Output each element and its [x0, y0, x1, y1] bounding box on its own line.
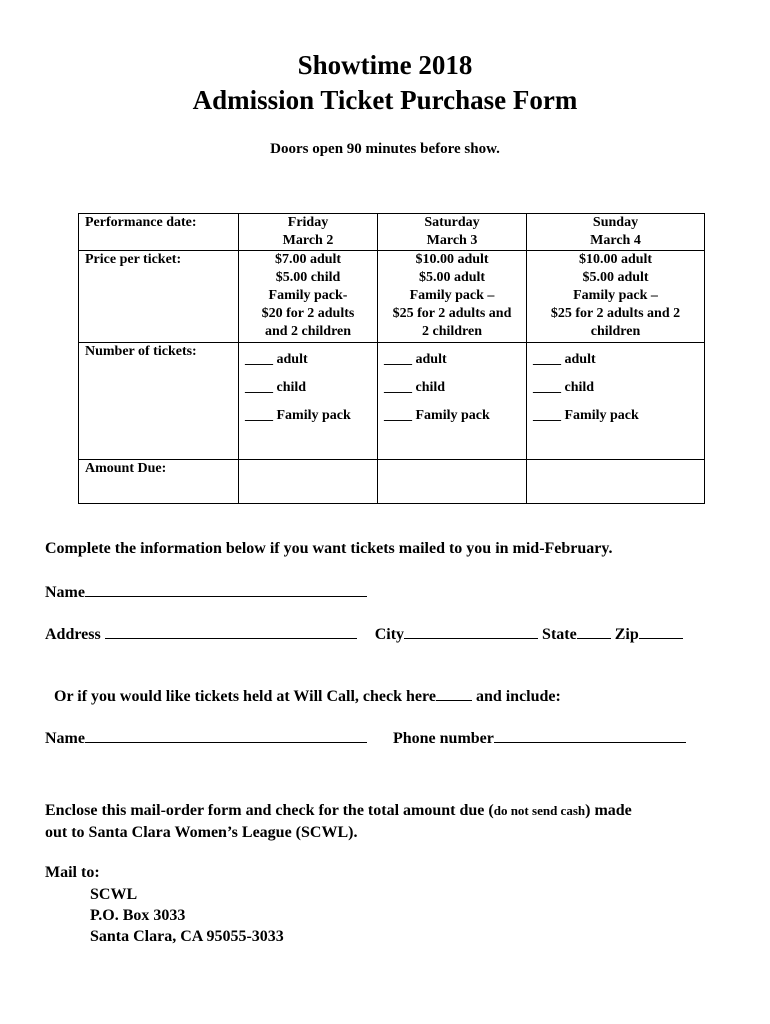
enclose-line-1 — [45, 802, 632, 820]
will-call-row — [54, 686, 561, 706]
family-pack-count-field[interactable]: ____ Family pack — [384, 408, 490, 423]
state-field[interactable] — [577, 624, 611, 639]
will-call-name-label: Name — [45, 730, 85, 747]
day-name: Sunday — [592, 215, 639, 230]
mail-to-line: Santa Clara, CA 95055-3033 — [90, 928, 284, 945]
price-line: children — [590, 324, 641, 339]
day-name: Friday — [287, 215, 329, 230]
state-label: State — [542, 626, 577, 643]
adult-count-field[interactable]: ____ adult — [245, 352, 308, 367]
price-line: $5.00 child — [275, 270, 341, 285]
amount-due-sunday[interactable] — [527, 460, 705, 504]
price-line: Family pack- — [268, 288, 348, 303]
will-call-contact-row — [45, 728, 686, 748]
child-count-field[interactable]: ____ child — [533, 380, 595, 395]
will-call-name-field[interactable] — [85, 728, 367, 743]
child-count-field[interactable]: ____ child — [245, 380, 307, 395]
label-performance-date: Performance date: — [79, 214, 239, 251]
label-price: Price per ticket: — [79, 251, 239, 343]
price-line: $7.00 adult — [274, 252, 342, 267]
mail-to-line: P.O. Box 3033 — [90, 907, 186, 924]
will-call-include: and include: — [471, 688, 561, 705]
price-line: $25 for 2 adults and 2 — [550, 306, 681, 321]
adult-count-field[interactable]: ____ adult — [384, 352, 447, 367]
enclose-line-2: out to Santa Clara Women’s League (SCWL). — [45, 824, 358, 841]
child-count-field[interactable]: ____ child — [384, 380, 446, 395]
cell-price-friday — [239, 251, 378, 343]
form-title: Showtime 2018 — [297, 50, 473, 80]
mail-instruction: Complete the information below if you want tickets mailed to you in mid-February. — [45, 540, 613, 557]
row-price — [79, 251, 705, 343]
cell-price-saturday — [378, 251, 527, 343]
adult-count-field[interactable]: ____ adult — [533, 352, 596, 367]
cell-number-friday — [239, 343, 378, 460]
price-line: $5.00 adult — [418, 270, 486, 285]
no-cash-note: do not send cash — [493, 803, 586, 818]
day-date: March 4 — [590, 233, 641, 248]
mail-to-label: Mail to: — [45, 864, 100, 881]
form-subtitle: Admission Ticket Purchase Form — [192, 85, 578, 115]
row-performance-date — [79, 214, 705, 251]
mail-to-line: SCWL — [90, 886, 138, 903]
family-pack-count-field[interactable]: ____ Family pack — [533, 408, 639, 423]
phone-field[interactable] — [494, 728, 686, 743]
price-line: $20 for 2 adults — [261, 306, 355, 321]
price-line: $25 for 2 adults and — [392, 306, 512, 321]
cell-number-saturday — [378, 343, 527, 460]
phone-label: Phone number — [392, 730, 494, 747]
mail-name-row — [45, 582, 367, 602]
mail-name-label: Name — [45, 584, 85, 601]
zip-label: Zip — [614, 626, 639, 643]
price-line: Family pack – — [409, 288, 495, 303]
cell-date-friday — [239, 214, 378, 251]
address-row — [45, 624, 683, 644]
label-amount-due: Amount Due: — [79, 460, 239, 504]
amount-due-saturday[interactable] — [378, 460, 527, 504]
city-field[interactable] — [404, 624, 538, 639]
city-label: City — [374, 626, 405, 643]
will-call-text: Or if you would like tickets held at Will Call, check here — [54, 688, 436, 705]
family-pack-count-field[interactable]: ____ Family pack — [245, 408, 351, 423]
mail-name-field[interactable] — [85, 582, 367, 597]
ticket-table — [78, 213, 705, 504]
address-label: Address — [45, 626, 101, 643]
label-number-of-tickets: Number of tickets: — [79, 343, 239, 460]
zip-field[interactable] — [639, 624, 683, 639]
cell-date-saturday — [378, 214, 527, 251]
price-line: $10.00 adult — [578, 252, 653, 267]
day-name: Saturday — [424, 215, 480, 230]
price-line: $10.00 adult — [415, 252, 489, 267]
amount-due-friday[interactable] — [239, 460, 378, 504]
cell-number-sunday — [527, 343, 705, 460]
will-call-checkbox-field[interactable] — [436, 686, 472, 701]
price-line: 2 children — [421, 324, 483, 339]
day-date: March 3 — [426, 233, 478, 248]
doors-note: Doors open 90 minutes before show. — [270, 141, 500, 157]
price-line: Family pack – — [573, 288, 658, 303]
price-line: $5.00 adult — [582, 270, 649, 285]
enclose-text-end: ) made — [585, 802, 632, 819]
row-amount-due — [79, 460, 705, 504]
day-date: March 2 — [282, 233, 334, 248]
cell-date-sunday — [527, 214, 705, 251]
price-line: and 2 children — [264, 324, 352, 339]
cell-price-sunday — [527, 251, 705, 343]
address-field[interactable] — [105, 624, 357, 639]
row-number-of-tickets — [79, 343, 705, 460]
enclose-text: Enclose this mail-order form and check for the total amount due ( — [45, 802, 494, 819]
